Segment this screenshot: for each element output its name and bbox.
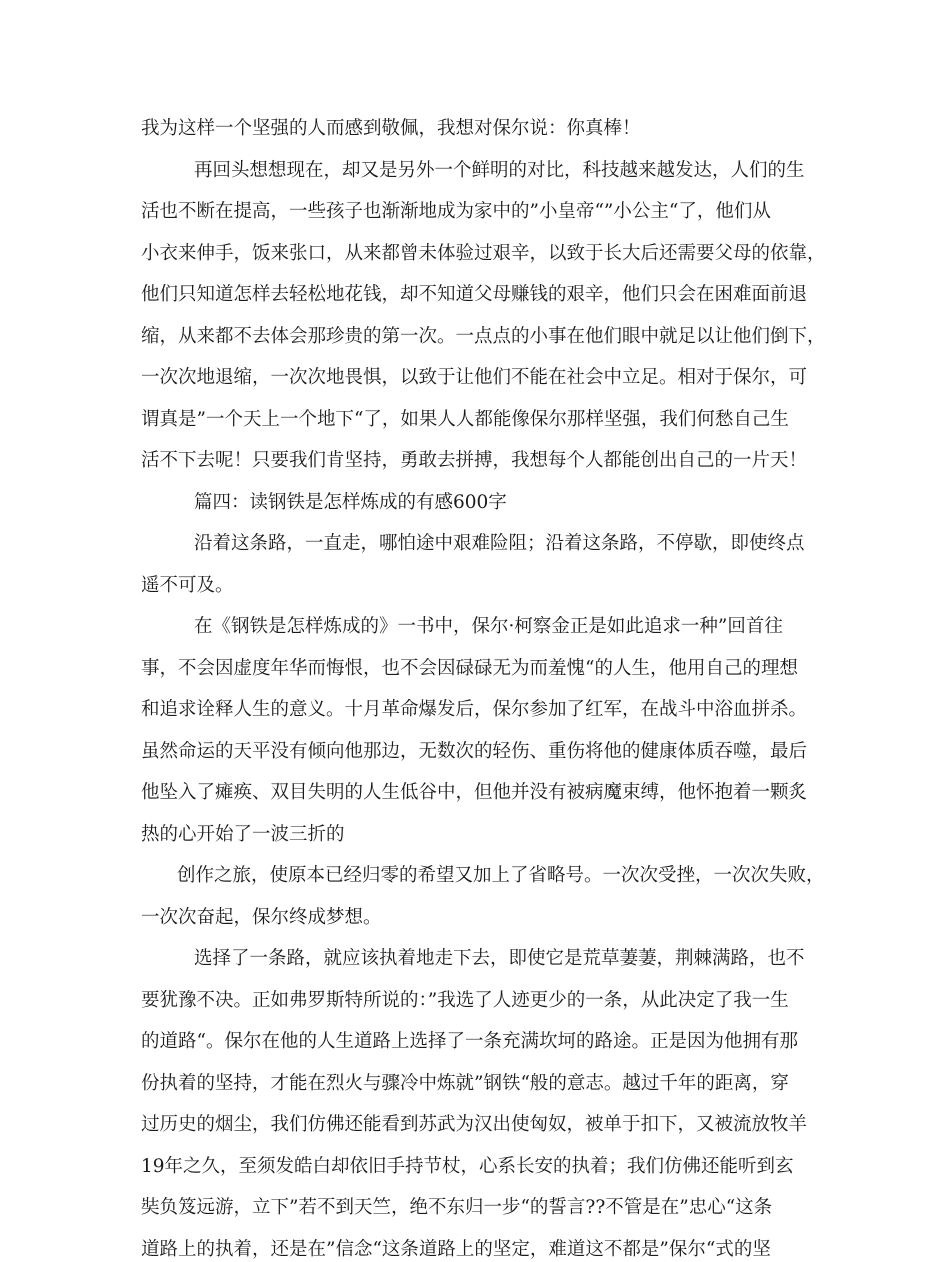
- text-line: 份执着的坚持，才能在烈火与骤冷中炼就”钢铁“般的意志。越过千年的距离，穿: [141, 1073, 789, 1094]
- text-line: 创作之旅，使原本已经归零的希望又加上了省略号。一次次受挫，一次次失败，: [177, 865, 825, 886]
- text-line: 要犹豫不决。正如弗罗斯特所说的：”我选了人迹更少的一条，从此决定了我一生: [141, 990, 789, 1011]
- text-line: 小衣来伸手，饭来张口，从来都曾未体验过艰辛，以致于长大后还需要父母的依靠，: [141, 243, 826, 264]
- text-line: 缩，从来都不去体会那珍贵的第一次。一点点的小事在他们眼中就足以让他们倒下，: [141, 326, 826, 347]
- text-line: 遥不可及。: [141, 575, 234, 596]
- text-line: 和追求诠释人生的意义。十月革命爆发后，保尔参加了红军，在战斗中浴血拼杀。: [141, 699, 808, 720]
- text-line: 虽然命运的天平没有倾向他那边，无数次的轻伤、重伤将他的健康体质吞噬，最后: [141, 741, 808, 762]
- text-line: 他坠入了瘫痪、双目失明的人生低谷中，但他并没有被病魔束缚，他怀抱着一颗炙: [141, 782, 808, 803]
- text-line: 在《钢铁是怎样炼成的》一书中，保尔·柯察金正是如此追求一种”回首往: [194, 616, 783, 637]
- text-line: 的道路“。保尔在他的人生道路上选择了一条充满坎坷的路途。正是因为他拥有那: [141, 1031, 798, 1052]
- section-heading: 篇四：读钢铁是怎样炼成的有感600字: [194, 492, 507, 513]
- text-line: 19年之久，至须发皓白却依旧手持节杖，心系长安的执着；我们仿佛还能听到玄: [141, 1156, 794, 1177]
- text-line: 沿着这条路，一直走，哪怕途中艰难险阻；沿着这条路，不停歇，即使终点: [194, 533, 805, 554]
- text-line: 道路上的执着，还是在”信念“这条道路上的坚定，难道这不都是”保尔“式的坚: [141, 1239, 771, 1260]
- text-line: 再回头想想现在，却又是另外一个鲜明的对比，科技越来越发达，人们的生: [194, 160, 805, 181]
- text-line: 活不下去呢！只要我们肯坚持，勇敢去拼搏，我想每个人都能创出自己的一片天！: [141, 450, 808, 471]
- text-line: 谓真是”一个天上一个地下“了，如果人人都能像保尔那样坚强，我们何愁自己生: [141, 409, 789, 430]
- text-line: 事，不会因虚度年华而悔恨，也不会因碌碌无为而羞愧“的人生，他用自己的理想: [141, 658, 798, 679]
- text-line: 奘负笈远游，立下”若不到天竺，绝不东归一步“的誓言??不管是在”忠心“这条: [141, 1197, 773, 1218]
- text-line: 过历史的烟尘，我们仿佛还能看到苏武为汉出使匈奴，被单于扣下，又被流放牧羊: [141, 1114, 808, 1135]
- text-line: 活也不断在提高，一些孩子也渐渐地成为家中的”小皇帝“”小公主“了，他们从: [141, 201, 771, 222]
- text-line: 热的心开始了一波三折的: [141, 824, 345, 845]
- text-line: 一次次奋起，保尔终成梦想。: [141, 907, 382, 928]
- text-line: 他们只知道怎样去轻松地花钱，却不知道父母赚钱的艰辛，他们只会在困难面前退: [141, 284, 808, 305]
- text-line: 选择了一条路，就应该执着地走下去，即使它是荒草萋萋，荆棘满路，也不: [194, 948, 805, 969]
- text-line: 一次次地退缩，一次次地畏惧，以致于让他们不能在社会中立足。相对于保尔，可: [141, 367, 808, 388]
- text-line: 我为这样一个坚强的人而感到敬佩，我想对保尔说：你真棒！: [141, 118, 641, 139]
